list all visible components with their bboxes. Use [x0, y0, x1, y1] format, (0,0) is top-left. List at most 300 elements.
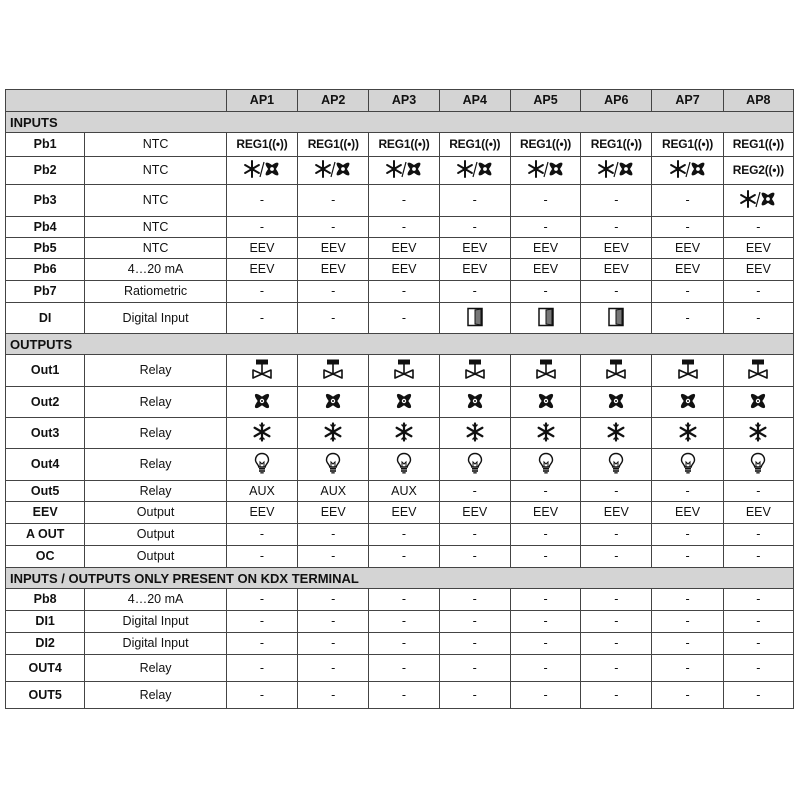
cell-value: EEV — [298, 259, 369, 281]
header-row — [6, 90, 794, 112]
cell-value: - — [298, 185, 369, 217]
section-title: OUTPUTS — [6, 334, 794, 355]
icon-cell — [723, 185, 793, 217]
icon-cell — [439, 157, 510, 185]
header-ap5: AP5 — [510, 90, 580, 112]
row-code: OC — [6, 546, 85, 568]
icon-cell — [226, 387, 297, 418]
icon-cell — [298, 418, 369, 449]
row-code: Pb8 — [6, 589, 85, 611]
section-title: INPUTS / OUTPUTS ONLY PRESENT ON KDX TERMINAL — [6, 568, 794, 589]
cell-value: - — [723, 546, 793, 568]
icon-cell — [369, 418, 439, 449]
cell-value: - — [298, 303, 369, 334]
defrost-icon — [323, 422, 343, 445]
section-title: INPUTS — [6, 112, 794, 133]
cell-value: - — [652, 655, 723, 682]
table-row — [6, 303, 794, 334]
cell-value: EEV — [652, 238, 723, 259]
icon-cell — [723, 355, 793, 387]
signal-wave-icon: ((•)) — [764, 137, 784, 152]
row-description: 4…20 mA — [85, 589, 227, 611]
door-icon — [466, 307, 484, 330]
light-bulb-icon — [680, 452, 696, 477]
signal-wave-icon: ((•)) — [268, 137, 288, 152]
cell-value: - — [652, 633, 723, 655]
cell-value: - — [226, 185, 297, 217]
row-code: A OUT — [6, 524, 85, 546]
cell-value: AUX — [298, 481, 369, 502]
cell-value: EEV — [723, 502, 793, 524]
fan-icon — [677, 390, 699, 415]
row-description: Digital Input — [85, 303, 227, 334]
defrost-icon — [678, 422, 698, 445]
cell-value: AUX — [369, 481, 439, 502]
defrost-fan-icon — [314, 159, 352, 182]
fan-icon — [322, 390, 344, 415]
row-code: Pb7 — [6, 281, 85, 303]
cell-value: EEV — [298, 502, 369, 524]
cell-value: - — [723, 589, 793, 611]
fan-icon — [535, 390, 557, 415]
cell-value: EEV — [298, 238, 369, 259]
fan-icon — [464, 390, 486, 415]
cell-value: - — [439, 546, 510, 568]
defrost-icon — [394, 422, 414, 445]
valve-icon — [251, 358, 273, 383]
icon-cell — [439, 387, 510, 418]
regulation-label: REG1 — [590, 137, 623, 152]
door-icon — [607, 307, 625, 330]
table-row — [6, 418, 794, 449]
header-ap7: AP7 — [652, 90, 723, 112]
cell-value: - — [652, 481, 723, 502]
cell-value: EEV — [226, 259, 297, 281]
defrost-fan-icon — [243, 159, 281, 182]
cell-value: - — [369, 185, 439, 217]
regulation-cell — [226, 133, 297, 157]
fan-icon — [605, 390, 627, 415]
signal-wave-icon: ((•)) — [622, 137, 642, 152]
cell-value: - — [581, 481, 652, 502]
cell-value: - — [581, 281, 652, 303]
icon-cell — [581, 157, 652, 185]
icon-cell — [298, 449, 369, 481]
cell-value: - — [510, 524, 580, 546]
cell-value: - — [369, 546, 439, 568]
cell-value: - — [298, 611, 369, 633]
regulation-cell — [439, 133, 510, 157]
table-row — [6, 281, 794, 303]
cell-value: - — [723, 633, 793, 655]
icon-cell — [510, 355, 580, 387]
cell-value: EEV — [652, 259, 723, 281]
icon-cell — [652, 418, 723, 449]
cell-value: - — [723, 217, 793, 238]
cell-value: EEV — [510, 259, 580, 281]
cell-value: - — [723, 481, 793, 502]
cell-value: EEV — [723, 259, 793, 281]
signal-wave-icon: ((•)) — [339, 137, 359, 152]
regulation-label: REG1 — [519, 137, 552, 152]
cell-value: - — [369, 589, 439, 611]
row-description: Relay — [85, 449, 227, 481]
cell-value: - — [439, 611, 510, 633]
cell-value: EEV — [510, 238, 580, 259]
cell-value: EEV — [581, 238, 652, 259]
defrost-icon — [536, 422, 556, 445]
icon-cell — [369, 387, 439, 418]
cell-value: - — [723, 682, 793, 709]
cell-value: - — [581, 546, 652, 568]
cell-value: - — [510, 682, 580, 709]
cell-value: - — [510, 281, 580, 303]
regulation-label: REG1 — [236, 137, 269, 152]
row-description: NTC — [85, 185, 227, 217]
cell-value: - — [581, 524, 652, 546]
row-description: Relay — [85, 481, 227, 502]
section-header — [6, 568, 794, 589]
icon-cell — [581, 387, 652, 418]
cell-value: - — [369, 217, 439, 238]
cell-value: - — [510, 217, 580, 238]
cell-value: - — [581, 589, 652, 611]
cell-value: - — [723, 655, 793, 682]
regulation-label: REG1 — [378, 137, 411, 152]
row-code: Pb3 — [6, 185, 85, 217]
defrost-fan-icon — [669, 159, 707, 182]
table-row — [6, 546, 794, 568]
cell-value: - — [510, 185, 580, 217]
defrost-fan-icon — [385, 159, 423, 182]
cell-value: - — [369, 611, 439, 633]
row-description: Ratiometric — [85, 281, 227, 303]
row-description: Relay — [85, 655, 227, 682]
cell-value: - — [723, 303, 793, 334]
cell-value: EEV — [226, 502, 297, 524]
signal-wave-icon: ((•)) — [551, 137, 572, 152]
cell-value: - — [510, 655, 580, 682]
row-description: NTC — [85, 238, 227, 259]
icon-cell — [439, 355, 510, 387]
fan-icon — [393, 390, 415, 415]
cell-value: - — [369, 281, 439, 303]
cell-value: - — [581, 633, 652, 655]
icon-cell — [439, 303, 510, 334]
cell-value: - — [226, 655, 297, 682]
table-row — [6, 449, 794, 481]
valve-icon — [393, 358, 415, 383]
header-ap3: AP3 — [369, 90, 439, 112]
icon-cell — [226, 418, 297, 449]
cell-value: - — [439, 589, 510, 611]
row-code: Pb2 — [6, 157, 85, 185]
cell-value: - — [652, 546, 723, 568]
icon-cell — [226, 355, 297, 387]
icon-cell — [510, 449, 580, 481]
cell-value: EEV — [652, 502, 723, 524]
row-code: DI2 — [6, 633, 85, 655]
row-code: EEV — [6, 502, 85, 524]
regulation-cell — [581, 133, 652, 157]
cell-value: - — [439, 682, 510, 709]
row-description: Output — [85, 524, 227, 546]
cell-value: - — [298, 546, 369, 568]
cell-value: - — [581, 217, 652, 238]
fan-icon — [747, 390, 769, 415]
regulation-cell — [652, 133, 723, 157]
row-description: Relay — [85, 355, 227, 387]
defrost-fan-icon — [597, 159, 635, 182]
door-icon — [537, 307, 555, 330]
header-ap6: AP6 — [581, 90, 652, 112]
table-row — [6, 589, 794, 611]
cell-value: - — [439, 281, 510, 303]
cell-value: - — [439, 217, 510, 238]
cell-value: - — [581, 185, 652, 217]
cell-value: - — [510, 546, 580, 568]
row-description: Output — [85, 546, 227, 568]
cell-value: EEV — [369, 502, 439, 524]
cell-value: - — [652, 185, 723, 217]
cell-value: - — [581, 611, 652, 633]
cell-value: - — [226, 217, 297, 238]
defrost-fan-icon — [456, 159, 494, 182]
regulation-cell — [298, 133, 369, 157]
icon-cell — [510, 387, 580, 418]
cell-value: EEV — [510, 502, 580, 524]
row-code: OUT4 — [6, 655, 85, 682]
icon-cell — [226, 157, 297, 185]
icon-cell — [369, 355, 439, 387]
icon-cell — [581, 418, 652, 449]
cell-value: - — [652, 611, 723, 633]
row-description: NTC — [85, 157, 227, 185]
row-code: Out5 — [6, 481, 85, 502]
cell-value: EEV — [723, 238, 793, 259]
cell-value: - — [298, 589, 369, 611]
cell-value: - — [369, 655, 439, 682]
section-header — [6, 112, 794, 133]
icon-cell — [581, 303, 652, 334]
icon-cell — [652, 355, 723, 387]
row-code: DI1 — [6, 611, 85, 633]
defrost-icon — [606, 422, 626, 445]
icon-cell — [510, 418, 580, 449]
icon-cell — [298, 387, 369, 418]
icon-cell — [652, 157, 723, 185]
cell-value: EEV — [439, 259, 510, 281]
regulation-cell — [369, 133, 439, 157]
cell-value: - — [723, 524, 793, 546]
cell-value: - — [510, 611, 580, 633]
cell-value: EEV — [581, 502, 652, 524]
row-description: NTC — [85, 133, 227, 157]
row-description: Output — [85, 502, 227, 524]
cell-value: - — [226, 682, 297, 709]
icon-cell — [439, 418, 510, 449]
row-code: DI — [6, 303, 85, 334]
cell-value: EEV — [439, 502, 510, 524]
cell-value: - — [226, 546, 297, 568]
regulation-label: REG1 — [662, 137, 694, 152]
cell-value: - — [723, 281, 793, 303]
defrost-fan-icon — [739, 189, 777, 212]
cell-value: - — [298, 682, 369, 709]
cell-value: - — [226, 281, 297, 303]
row-description: Digital Input — [85, 633, 227, 655]
cell-value: - — [439, 655, 510, 682]
cell-value: - — [369, 303, 439, 334]
row-code: Out1 — [6, 355, 85, 387]
configuration-table — [5, 89, 794, 709]
signal-wave-icon: ((•)) — [481, 137, 501, 152]
cell-value: EEV — [369, 259, 439, 281]
cell-value: - — [510, 481, 580, 502]
header-blank — [6, 90, 227, 112]
light-bulb-icon — [254, 452, 270, 477]
valve-icon — [535, 358, 557, 383]
row-code: Out2 — [6, 387, 85, 418]
cell-value: - — [226, 611, 297, 633]
icon-cell — [581, 355, 652, 387]
defrost-icon — [748, 422, 768, 445]
table-row — [6, 238, 794, 259]
table-row — [6, 611, 794, 633]
header-ap8: AP8 — [723, 90, 793, 112]
icon-cell — [439, 449, 510, 481]
cell-value: EEV — [226, 238, 297, 259]
regulation-cell — [510, 133, 580, 157]
table-row — [6, 217, 794, 238]
row-code: Pb6 — [6, 259, 85, 281]
cell-value: - — [439, 481, 510, 502]
cell-value: AUX — [226, 481, 297, 502]
cell-value: - — [652, 281, 723, 303]
defrost-icon — [465, 422, 485, 445]
icon-cell — [369, 449, 439, 481]
cell-value: - — [226, 303, 297, 334]
valve-icon — [677, 358, 699, 383]
cell-value: - — [226, 524, 297, 546]
table-row — [6, 633, 794, 655]
valve-icon — [464, 358, 486, 383]
row-description: Relay — [85, 418, 227, 449]
regulation-label: REG1 — [732, 137, 765, 152]
cell-value: - — [652, 682, 723, 709]
cell-value: - — [298, 655, 369, 682]
row-code: OUT5 — [6, 682, 85, 709]
icon-cell — [510, 157, 580, 185]
icon-cell — [226, 449, 297, 481]
table-row — [6, 387, 794, 418]
icon-cell — [369, 157, 439, 185]
cell-value: - — [510, 633, 580, 655]
cell-value: - — [439, 185, 510, 217]
light-bulb-icon — [750, 452, 766, 477]
row-code: Out4 — [6, 449, 85, 481]
table-row — [6, 157, 794, 185]
signal-wave-icon: ((•)) — [764, 163, 784, 178]
regulation-label: REG2 — [732, 163, 765, 178]
row-description: Digital Input — [85, 611, 227, 633]
cell-value: - — [369, 524, 439, 546]
row-code: Pb1 — [6, 133, 85, 157]
cell-value: - — [226, 589, 297, 611]
section-header — [6, 334, 794, 355]
icon-cell — [723, 418, 793, 449]
icon-cell — [510, 303, 580, 334]
signal-wave-icon: ((•)) — [693, 137, 714, 152]
cell-value: - — [652, 303, 723, 334]
defrost-icon — [252, 422, 272, 445]
table-row — [6, 502, 794, 524]
cell-value: - — [652, 524, 723, 546]
light-bulb-icon — [538, 452, 554, 477]
fan-icon — [251, 390, 273, 415]
cell-value: - — [510, 589, 580, 611]
light-bulb-icon — [467, 452, 483, 477]
valve-icon — [605, 358, 627, 383]
table-row — [6, 185, 794, 217]
table-row — [6, 655, 794, 682]
row-code: Out3 — [6, 418, 85, 449]
cell-value: - — [298, 633, 369, 655]
cell-value: EEV — [439, 238, 510, 259]
regulation-label: REG1 — [449, 137, 482, 152]
light-bulb-icon — [325, 452, 341, 477]
cell-value: - — [652, 589, 723, 611]
table-body — [6, 112, 794, 709]
row-description: Relay — [85, 682, 227, 709]
row-description: 4…20 mA — [85, 259, 227, 281]
row-description: NTC — [85, 217, 227, 238]
row-code: Pb4 — [6, 217, 85, 238]
regulation-cell — [723, 133, 793, 157]
icon-cell — [652, 387, 723, 418]
cell-value: - — [581, 655, 652, 682]
cell-value: EEV — [581, 259, 652, 281]
header-ap1: AP1 — [226, 90, 297, 112]
regulation-cell — [723, 157, 793, 185]
cell-value: - — [369, 682, 439, 709]
cell-value: - — [439, 524, 510, 546]
signal-wave-icon: ((•)) — [410, 137, 430, 152]
table-row — [6, 481, 794, 502]
light-bulb-icon — [396, 452, 412, 477]
regulation-label: REG1 — [307, 137, 340, 152]
cell-value: - — [298, 217, 369, 238]
header-ap4: AP4 — [439, 90, 510, 112]
cell-value: - — [652, 217, 723, 238]
table-row — [6, 524, 794, 546]
table-row — [6, 682, 794, 709]
row-code: Pb5 — [6, 238, 85, 259]
table-row — [6, 133, 794, 157]
cell-value: - — [369, 633, 439, 655]
table-row — [6, 259, 794, 281]
cell-value: - — [439, 633, 510, 655]
cell-value: - — [298, 281, 369, 303]
row-description: Relay — [85, 387, 227, 418]
icon-cell — [581, 449, 652, 481]
defrost-fan-icon — [527, 159, 565, 182]
icon-cell — [652, 449, 723, 481]
icon-cell — [723, 449, 793, 481]
icon-cell — [723, 387, 793, 418]
icon-cell — [298, 355, 369, 387]
valve-icon — [747, 358, 769, 383]
